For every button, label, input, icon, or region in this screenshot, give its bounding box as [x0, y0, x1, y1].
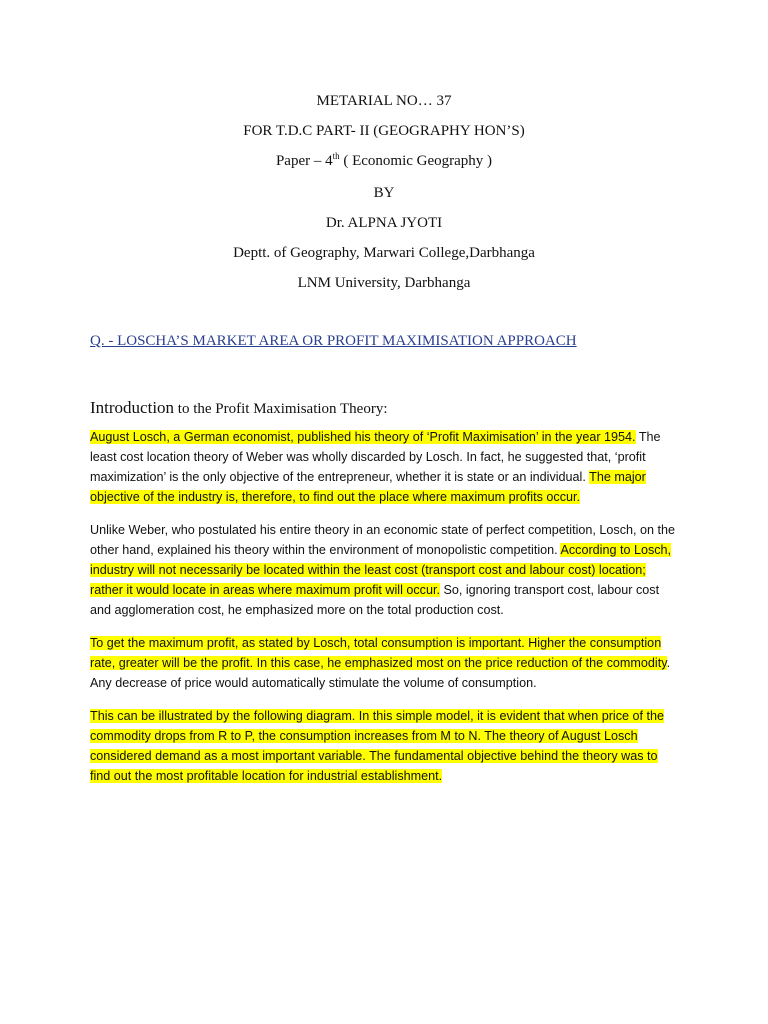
university: LNM University, Darbhanga	[297, 275, 471, 291]
by-label: BY	[373, 185, 395, 201]
question-heading: Q. - LOSCHA’S MARKET AREA OR PROFIT MAXIMISATION APPROACH	[90, 333, 577, 349]
material-number: METARIAL NO… 37	[316, 93, 452, 109]
department: Deptt. of Geography, Marwari College,Darbhanga	[233, 245, 535, 261]
body-text: . Any decrease of price would automatically stimulate the volume of consumption.	[90, 656, 671, 690]
highlight-text: This can be illustrated by the following diagram. In this simple model, it is evident that when price of the commodity drops from R to P, the consumption increases from M to N. The theory of August Losch considered demand as a most important variable. The fundamental objective behind the theory was to find out the most profitable location for industrial establishment.	[90, 709, 665, 783]
intro-heading	[90, 398, 388, 418]
body-text: Unlike Weber, who postulated his entire theory in an economic state of perfect competition, Losch, on the other hand, explained his theory within the environment of monopolistic competition.	[90, 523, 676, 557]
paper-sup: th	[332, 151, 340, 161]
body-text: The least cost location theory of Weber was wholly discarded by Losch. In fact, he suggested that, ‘profit maximization’ is the only objective of the entrepreneur, whether it is state or an individual.	[90, 430, 661, 484]
highlight-text: To get the maximum profit, as stated by Losch, total consumption is important. Higher the consumption rate, greater will be the profit. In this case, he emphasized most on the price reduction of the commodity	[90, 636, 667, 670]
highlight-text: August Losch, a German economist, published his theory of ‘Profit Maximisation’ in the year 1954.	[90, 430, 636, 444]
paragraph-3	[90, 633, 680, 693]
paper-suffix: ( Economic Geography )	[339, 153, 493, 169]
intro-heading-word: Introduction	[90, 398, 175, 417]
paper-prefix: Paper – 4	[275, 153, 333, 169]
paragraph-2	[90, 520, 680, 620]
paragraph-1	[90, 427, 680, 507]
intro-heading-rest: to the Profit Maximisation Theory:	[174, 401, 388, 417]
highlight-text: According to Losch, industry will not necessarily be located within the least cost (transport cost and labour cost) location; rather it would locate in areas where maximum profit will occur.	[90, 543, 672, 597]
author-name: Dr. ALPNA JYOTI	[325, 215, 443, 231]
body-text: So, ignoring transport cost, labour cost and agglomeration cost, he emphasized more on the total production cost.	[90, 583, 660, 617]
highlight-text: The major objective of the industry is, therefore, to find out the place where maximum profits occur.	[90, 470, 646, 504]
course-title: FOR T.D.C PART- II (GEOGRAPHY HON’S)	[243, 123, 525, 139]
paper-line	[0, 153, 768, 170]
paragraph-4	[90, 706, 680, 786]
